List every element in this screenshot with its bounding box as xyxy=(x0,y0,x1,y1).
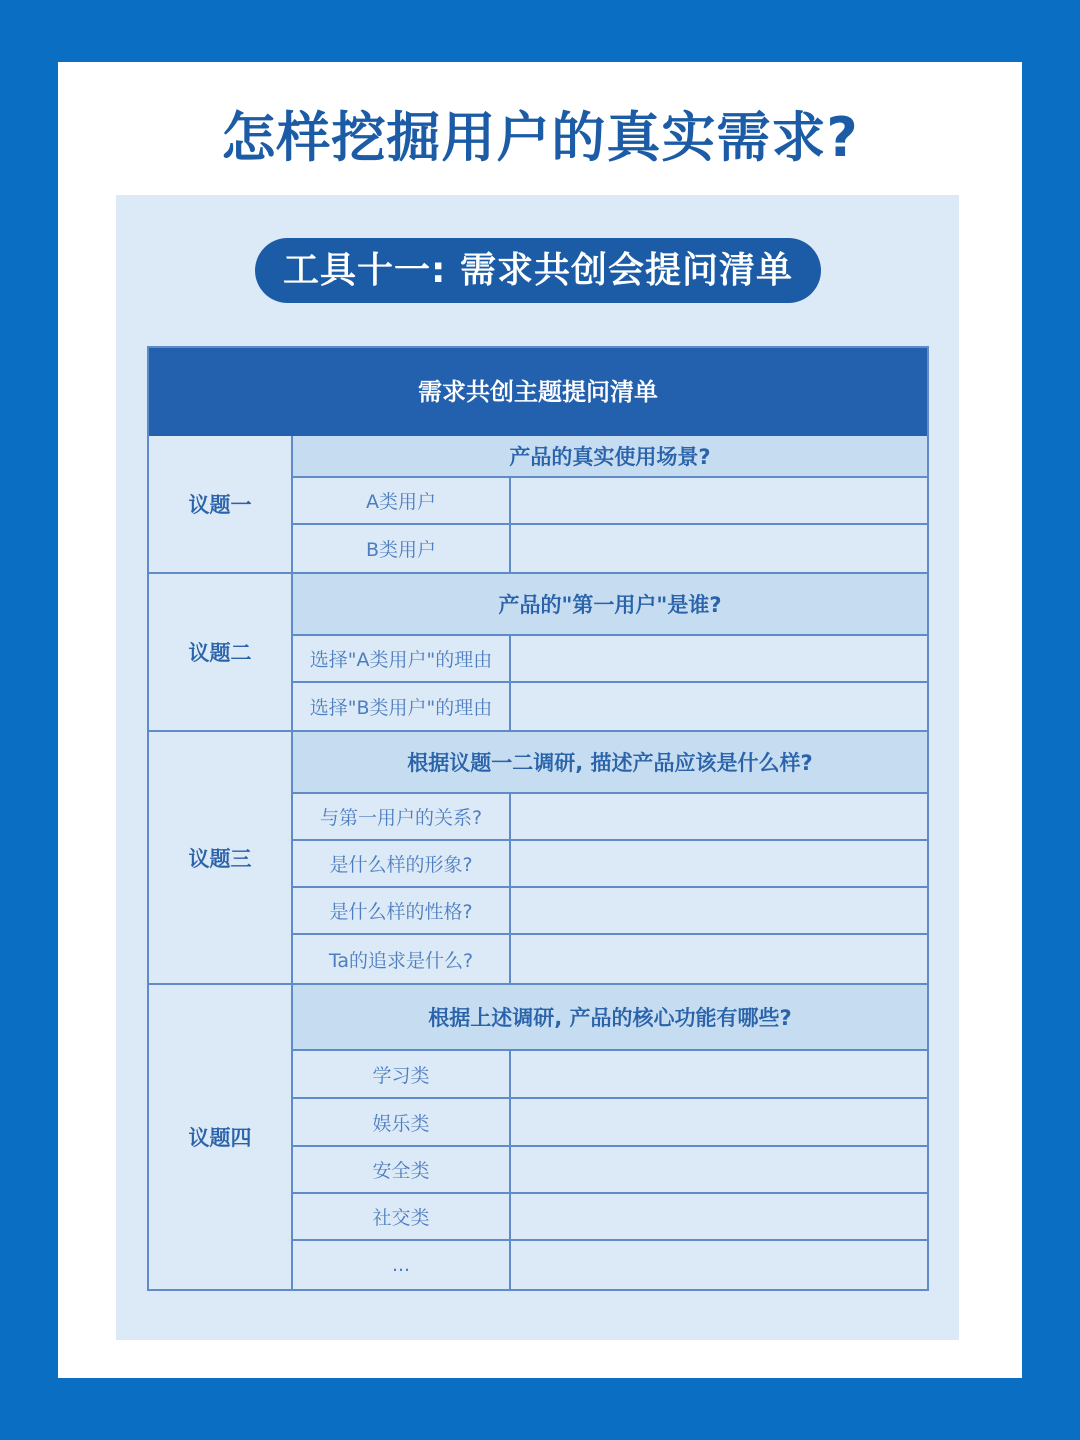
topic-label-3: 议题三 xyxy=(149,732,293,983)
table-row xyxy=(293,794,927,841)
answer-cell[interactable] xyxy=(511,794,927,839)
row-label: 安全类 xyxy=(293,1147,511,1192)
table-row xyxy=(293,888,927,935)
table-row xyxy=(293,1051,927,1099)
topic-question-4: 根据上述调研, 产品的核心功能有哪些? xyxy=(293,985,927,1051)
topic-label-2: 议题二 xyxy=(149,574,293,730)
answer-cell[interactable] xyxy=(511,683,927,730)
table-row xyxy=(293,841,927,888)
row-label: A类用户 xyxy=(293,478,511,523)
topic-question-2: 产品的"第一用户"是谁? xyxy=(293,574,927,636)
topic-question-3: 根据议题一二调研, 描述产品应该是什么样? xyxy=(293,732,927,794)
table-row xyxy=(293,1099,927,1147)
answer-cell[interactable] xyxy=(511,1241,927,1289)
answer-cell[interactable] xyxy=(511,841,927,886)
table-row xyxy=(293,636,927,683)
answer-cell[interactable] xyxy=(511,525,927,572)
table-row xyxy=(293,683,927,730)
table-header: 需求共创主题提问清单 xyxy=(149,348,927,436)
row-label: B类用户 xyxy=(293,525,511,572)
table-row xyxy=(293,525,927,572)
row-label: 与第一用户的关系? xyxy=(293,794,511,839)
topic-label-4: 议题四 xyxy=(149,985,293,1289)
answer-cell[interactable] xyxy=(511,1051,927,1097)
answer-cell[interactable] xyxy=(511,888,927,933)
question-table xyxy=(147,346,929,1291)
table-row xyxy=(293,935,927,983)
row-label: 是什么样的形象? xyxy=(293,841,511,886)
table-row xyxy=(293,1241,927,1289)
table-row xyxy=(293,1194,927,1241)
topic-question-1: 产品的真实使用场景? xyxy=(293,436,927,478)
row-label: 选择"A类用户"的理由 xyxy=(293,636,511,681)
row-label: 娱乐类 xyxy=(293,1099,511,1145)
row-label: 是什么样的性格? xyxy=(293,888,511,933)
answer-cell[interactable] xyxy=(511,636,927,681)
table-row xyxy=(293,1147,927,1194)
row-label: 选择"B类用户"的理由 xyxy=(293,683,511,730)
answer-cell[interactable] xyxy=(511,1099,927,1145)
page-title: 怎样挖掘用户的真实需求? xyxy=(221,106,859,169)
row-label: 学习类 xyxy=(293,1051,511,1097)
table-row xyxy=(293,478,927,525)
topic-label-1: 议题一 xyxy=(149,436,293,572)
row-label: 社交类 xyxy=(293,1194,511,1239)
row-label: ... xyxy=(293,1241,511,1289)
answer-cell[interactable] xyxy=(511,935,927,983)
row-label: Ta的追求是什么? xyxy=(293,935,511,983)
answer-cell[interactable] xyxy=(511,1194,927,1239)
tool-label-pill: 工具十一: 需求共创会提问清单 xyxy=(255,238,821,303)
answer-cell[interactable] xyxy=(511,1147,927,1192)
answer-cell[interactable] xyxy=(511,478,927,523)
